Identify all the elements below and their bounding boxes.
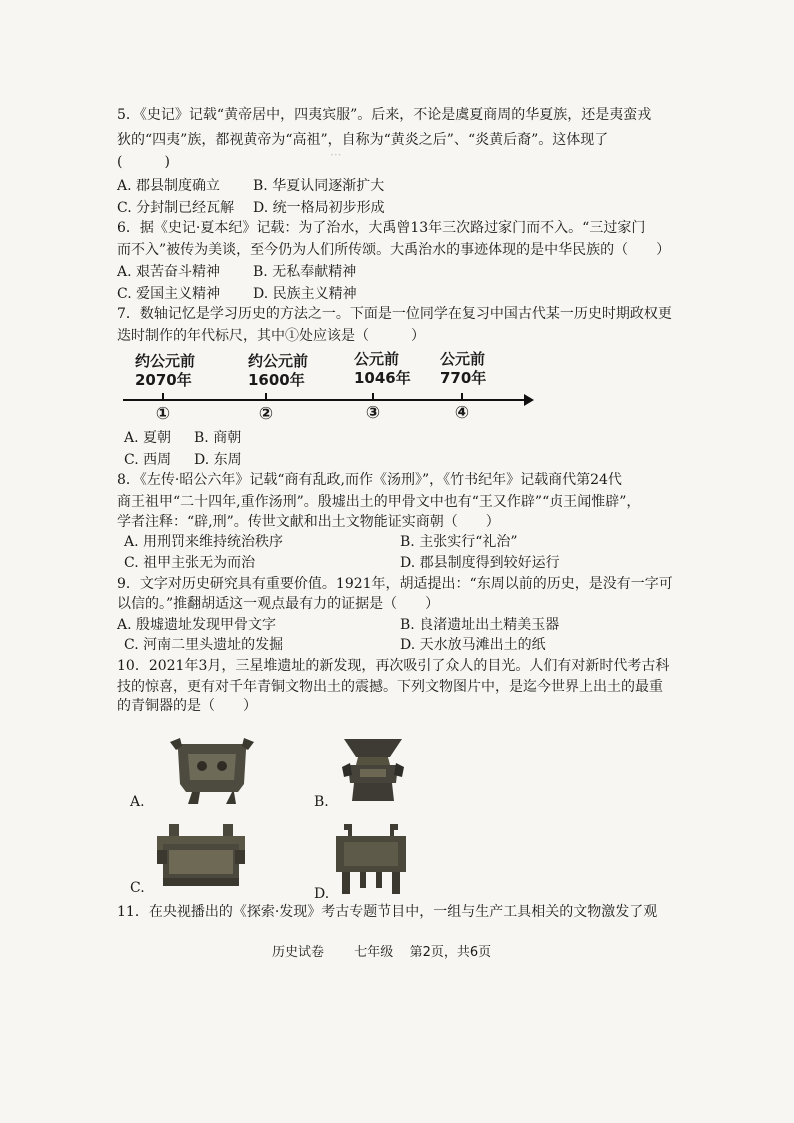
q5-stem-line1: 5．《史记》记载“黄帝居中，四夷宾服”。后来，不论是虞夏商周的华夏族，还是夷蛮戎 [117, 107, 652, 123]
q8-stem-line1: 8．《左传·昭公六年》记载“商有乱政,而作《汤刑》”，《竹书纪年》记载商代第24代 [117, 472, 622, 488]
q7-option-c[interactable]: C. 西周 [124, 452, 172, 468]
timeline-label-2-year: 1600年 [248, 371, 305, 389]
bronze-artifact-c-image[interactable] [155, 822, 247, 892]
timeline-label-2 [248, 352, 308, 390]
timeline-marker-4: ④ [454, 403, 470, 423]
timeline-label-1 [135, 352, 195, 390]
timeline-tick [162, 393, 164, 400]
q9-stem-line1: 9．文字对历史研究具有重要价值。1921年，胡适提出：“东周以前的历史，是没有一字可 [117, 576, 673, 592]
timeline-label-3 [354, 350, 411, 388]
timeline-label-2-prefix: 约公元前 [248, 352, 309, 370]
q6-option-c[interactable]: C. 爱国主义精神 [117, 286, 221, 302]
q6-option-b[interactable]: B. 无私奉献精神 [253, 264, 357, 280]
q11-stem-line1: 11．在央视播出的《探索·发现》考古专题节目中，一组与生产工具相关的文物激发了观 [117, 904, 658, 920]
timeline-arrow-icon [524, 394, 534, 406]
q10-stem-line2: 技的惊喜，更有对千年青铜文物出土的震撼。下列文物图片中，是迄今世界上出土的最重 [117, 679, 663, 695]
q9-option-b[interactable]: B. 良渚遗址出土精美玉器 [400, 617, 560, 633]
page-footer [272, 941, 491, 960]
bronze-artifact-a-image[interactable] [168, 736, 256, 810]
q8-option-b[interactable]: B. 主张实行“礼治” [400, 534, 518, 550]
timeline-label-1-year: 2070年 [135, 371, 192, 389]
q7-option-a[interactable]: A. 夏朝 [124, 430, 172, 446]
q10-stem-line3: 的青铜器的是（ ） [117, 698, 257, 714]
q7-option-d[interactable]: D. 东周 [194, 452, 242, 468]
q9-option-d[interactable]: D. 天水放马滩出土的纸 [400, 637, 546, 653]
q7-option-b[interactable]: B. 商朝 [194, 430, 242, 446]
bronze-artifact-b-image[interactable] [340, 737, 406, 807]
q8-stem-line2: 商王祖甲“二十四年,重作汤刑”。殷墟出土的甲骨文中也有“王又作辟”“贞王闻惟辟”， [117, 494, 641, 510]
q8-stem-line3: 学者注释：“辟,刑”。传世文献和出土文物能证实商朝（ ） [117, 514, 500, 530]
bleed-through-text: ··· [330, 148, 342, 162]
q5-option-a[interactable]: A. 郡县制度确立 [117, 178, 221, 194]
timeline-label-3-year: 1046年 [354, 369, 411, 387]
q6-stem-line2: 而不入”被传为美谈，至今仍为人们所传颂。大禹治水的事迹体现的是中华民族的（ ） [117, 242, 671, 258]
q8-option-a[interactable]: A. 用刑罚来维持统治秩序 [124, 534, 284, 550]
q10-stem-line1: 10．2021年3月，三星堆遗址的新发现，再次吸引了众人的目光。人们有对新时代考古科 [117, 658, 670, 674]
bronze-artifact-d-image[interactable] [334, 822, 408, 900]
timeline-label-3-prefix: 公元前 [354, 350, 400, 368]
timeline-tick [372, 393, 374, 400]
q10-option-a[interactable]: A. [130, 794, 145, 810]
q8-option-d[interactable]: D. 郡县制度得到较好运行 [400, 555, 560, 571]
timeline-label-1-prefix: 约公元前 [135, 352, 196, 370]
timeline-marker-3: ③ [365, 403, 381, 423]
q5-stem-line2: 狄的“四夷”族，都视黄帝为“高祖”，自称为“黄炎之后”、“炎黄后裔”。这体现了 [117, 132, 609, 148]
q9-stem-line2: 以信的。”推翻胡适这一观点最有力的证据是（ ） [117, 596, 440, 612]
q5-option-d[interactable]: D. 统一格局初步形成 [253, 200, 385, 216]
q6-option-d[interactable]: D. 民族主义精神 [253, 286, 357, 302]
timeline-label-4-prefix: 公元前 [440, 350, 486, 368]
q10-option-b[interactable]: B. [314, 794, 329, 810]
q10-option-d[interactable]: D. [314, 886, 330, 902]
q10-option-c[interactable]: C. [130, 880, 145, 896]
q7-stem-line2: 迭时制作的年代标尺，其中①处应该是（ ） [117, 328, 425, 344]
timeline-tick [265, 393, 267, 400]
q8-option-c[interactable]: C. 祖甲主张无为而治 [124, 555, 256, 571]
q9-option-a[interactable]: A. 殷墟遗址发现甲骨文字 [117, 617, 277, 633]
timeline-tick [461, 393, 463, 400]
footer-subject: 历史试卷 [272, 945, 325, 960]
q9-option-c[interactable]: C. 河南二里头遗址的发掘 [124, 637, 284, 653]
footer-page-number: 第2页，共6页 [409, 945, 492, 960]
timeline-label-4 [440, 350, 486, 388]
q6-stem-line1: 6．据《史记·夏本纪》记载：为了治水，大禹曾13年三次路过家门而不入。“三过家门 [117, 220, 646, 236]
timeline-marker-2: ② [258, 404, 274, 424]
timeline-label-4-year: 770年 [440, 369, 487, 387]
q6-option-a[interactable]: A. 艰苦奋斗精神 [117, 264, 221, 280]
q5-option-b[interactable]: B. 华夏认同逐渐扩大 [253, 178, 385, 194]
footer-grade: 七年级 [354, 945, 394, 960]
q7-stem-line1: 7．数轴记忆是学习历史的方法之一。下面是一位同学在复习中国古代某一历史时期政权更 [117, 306, 672, 322]
timeline-marker-1: ① [155, 404, 171, 424]
q5-option-c[interactable]: C. 分封制已经瓦解 [117, 200, 235, 216]
q5-answer-blank: ( ) [117, 154, 170, 170]
timeline-axis [123, 399, 528, 401]
